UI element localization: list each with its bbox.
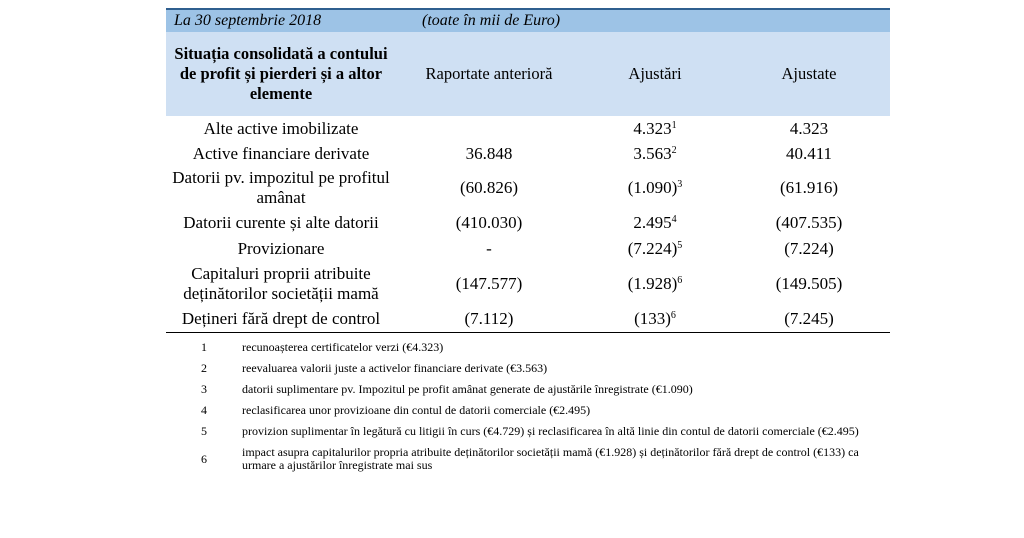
row-label: Dețineri fără drept de control: [181, 309, 381, 328]
footnote-text: reclasificarea unor provizioane din contul de datorii comerciale (€2.495): [242, 403, 591, 417]
row-label: Datorii curente și alte datorii: [183, 213, 379, 232]
footnote-number: 4: [201, 403, 207, 417]
adjustment-cell: [582, 213, 728, 233]
table-title-bar: [166, 8, 890, 32]
footnote-text: provizion suplimentar în legătură cu litigii în curs (€4.729) și reclasificarea în altă linie din contul de datorii comerciale (€2.495): [242, 424, 859, 438]
table-row: [166, 262, 890, 306]
adjustment-cell: [582, 239, 728, 259]
footnote-item: [166, 404, 890, 417]
footnote-item: [166, 362, 890, 375]
table-row: [166, 116, 890, 141]
table-row: [166, 236, 890, 262]
adjustment-value: 4.323: [633, 118, 672, 138]
adjustment-value: (133): [634, 309, 671, 328]
note-ref: 3: [677, 179, 683, 190]
adjustment-cell: [582, 144, 728, 164]
footnote-number: 5: [201, 424, 207, 438]
footnote-number: 3: [201, 382, 207, 396]
reported-value: (147.577): [455, 274, 523, 293]
table-row: [166, 306, 890, 332]
reported-value: (7.112): [464, 309, 514, 328]
note-ref: 5: [677, 240, 683, 251]
footnote-text: recunoașterea certificatelor verzi (€4.323): [242, 340, 444, 354]
adjusted-value: (7.224): [784, 239, 834, 258]
adjustment-cell: [582, 178, 728, 198]
table-body: [166, 116, 890, 333]
footnote-text: datorii suplimentare pv. Impozitul pe profit amânat generate de ajustările înregistrate (€1.090): [242, 382, 693, 396]
adjusted-value: (149.505): [775, 274, 843, 293]
footnote-item: [166, 341, 890, 354]
restatement-table: [166, 8, 890, 480]
footnotes: [166, 341, 890, 472]
adjusted-value: (7.245): [784, 309, 834, 328]
footnote-item: [166, 383, 890, 396]
note-ref: 6: [677, 275, 683, 286]
table-row: [166, 141, 890, 166]
column-header-adjusted: Ajustate: [781, 64, 837, 83]
footnote-number: 6: [201, 451, 207, 466]
adjustment-value: (7.224): [627, 239, 678, 258]
note-ref: 6: [670, 310, 676, 321]
adjustment-value: 2.495: [633, 213, 672, 232]
reported-value: -: [486, 239, 492, 258]
footnote-text: reevaluarea valorii juste a activelor financiare derivate (€3.563): [242, 361, 548, 375]
adjustment-cell: [582, 274, 728, 294]
adjustment-cell: [582, 309, 728, 329]
adjustment-value: (1.928): [627, 274, 678, 293]
reported-value: (60.826): [459, 178, 519, 197]
row-label: Alte active imobilizate: [203, 118, 359, 138]
table-row: [166, 166, 890, 210]
footnote-item: [166, 425, 890, 438]
column-header-adjustments: Ajustări: [628, 64, 682, 83]
footnote-number: 2: [201, 361, 207, 375]
row-label: Datorii pv. impozitul pe profitul amânat: [172, 168, 390, 207]
note-ref: 2: [671, 144, 677, 156]
adjustment-cell: [582, 119, 728, 139]
reported-value: (410.030): [455, 213, 523, 232]
footnote-text: impact asupra capitalurilor propria atribuite deținătorilor societății mamă (€1.928) și deținătorilor fără drept de control (€133) ca urmare a ajustărilor înregistrate mai sus: [242, 445, 859, 472]
column-header-row: [166, 32, 890, 116]
units-label: (toate în mii de Euro): [422, 12, 561, 29]
footnote-item: [166, 446, 890, 472]
column-header-statement: Situația consolidată a contului de profit și pierderi și a altor elemente: [174, 44, 388, 103]
row-label: Provizionare: [237, 239, 325, 258]
row-label: Active financiare derivate: [192, 143, 370, 163]
note-ref: 4: [671, 214, 677, 225]
date-label: La 30 septembrie 2018: [174, 12, 322, 29]
row-label: Capitaluri proprii atribuite deținătorilor societății mamă: [183, 264, 379, 303]
adjusted-value: 40.411: [785, 143, 833, 163]
column-header-reported: Raportate anterioră: [425, 64, 553, 83]
adjustment-value: 3.563: [633, 143, 672, 163]
footnote-number: 1: [201, 340, 207, 354]
reported-value: 36.848: [465, 143, 513, 163]
adjusted-value: (61.916): [779, 178, 839, 197]
adjustment-value: (1.090): [627, 178, 678, 197]
adjusted-value: 4.323: [789, 118, 829, 138]
table-row: [166, 210, 890, 236]
adjusted-value: (407.535): [775, 213, 843, 232]
note-ref: 1: [671, 119, 677, 131]
